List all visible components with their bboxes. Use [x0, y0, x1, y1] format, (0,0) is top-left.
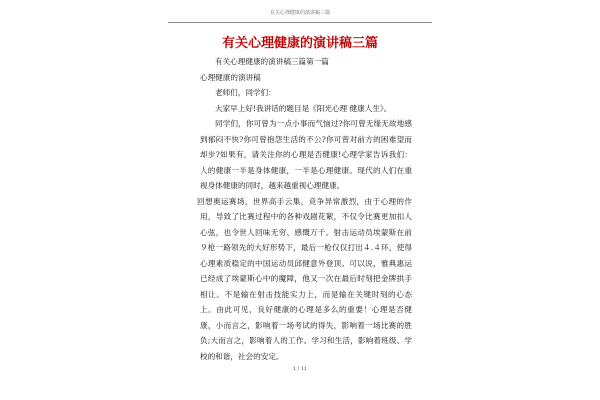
section-heading: 心理健康的演讲稿	[200, 72, 261, 82]
running-header: 有关心理健康的演讲稿三篇	[269, 10, 330, 16]
header-divider	[168, 22, 432, 23]
greeting: 老师们，同学们：	[215, 88, 276, 97]
document-subtitle: 有关心理健康的演讲稿三篇第一篇	[215, 57, 329, 66]
paragraph-2: 同学们，你可曾为一点小事而气恼过?你可曾无缘无故地感到郁闷不快?你可曾抱怨生活的不公?你可曾对前方的困难望而却步?如果有，请关注你的心理是否健康!心理学家告诉我们：人的健康一半是身体健康，一半是心理健康。现代的人们在重视身体健康的同时，越来越重视心理健康。	[200, 119, 412, 190]
paragraph-3: 回想奥运赛场，世界高手云集，竞争异常激烈，由于心理的作用，导致了比赛过程中的各种戏剧花絮，不仅令比赛更加扣人心弦，也令世人回味无穷、感慨万千。射击运动员埃蒙斯在前９枪一路领先的大好形势下，最后一枪仅仅打出４.４环，使得心理素质稳定的中国运动员邱健意外登顶。可以说，雅典惠运已经成了埃蒙斯心中的魔障，他又一次在最后时刻把金牌拱手相让。不是输在射击技能实力上，而是输在关键时刻的心态上。由此可见，良好健康的心理是多么的重要！心理是否健康，小而言之，影响着一场考试的得失，影响着一场比赛的胜负;大而言之，影响着人的工作、学习和生活，影响着班级、学校的和谐，社会的安定。	[197, 196, 412, 361]
page-number: 1 / 11	[292, 366, 308, 372]
document-body	[197, 54, 412, 364]
document-title: 有关心理健康的演讲稿三篇	[221, 36, 378, 51]
paragraph-1: 大家早上好!我讲话的题目是《阳光心理 健康人生》。	[215, 103, 392, 113]
